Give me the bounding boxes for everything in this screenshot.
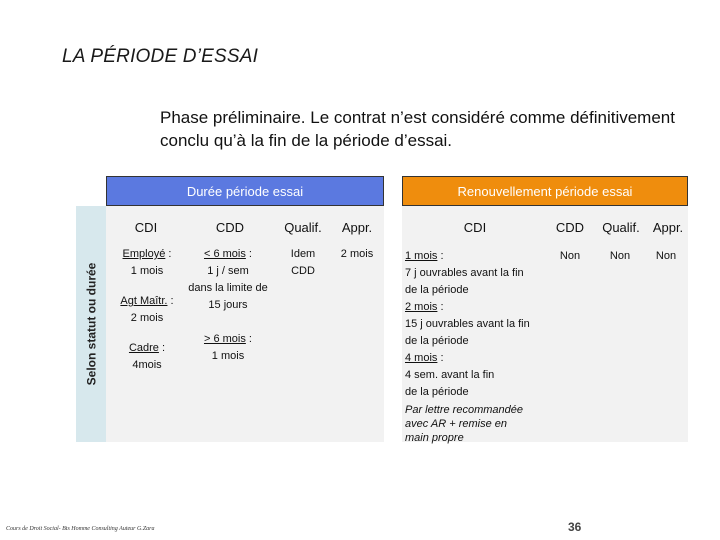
- col-header-cdd-left: CDD: [215, 220, 245, 235]
- appr-left-cell: 2 mois: [340, 248, 374, 260]
- intro-text: Phase préliminaire. Le contrat n’est considéré comme définitivement conclu qu’à la fin de la période d’essai.: [160, 108, 675, 150]
- side-label: Selon statut ou durée: [84, 262, 98, 386]
- page-number: 36: [568, 520, 582, 534]
- appr-right-cell: Non: [655, 250, 677, 262]
- cdi-left-cell: Employé : 1 mois Agt Maîtr. : 2 mois Cadre : 4mois: [120, 248, 174, 371]
- slide-title: LA PÉRIODE D’ESSAI: [62, 46, 259, 67]
- qualif-left-cell: Idem CDD: [290, 248, 316, 277]
- header-renouvellement: Renouvellement période essai: [402, 176, 688, 206]
- col-header-qualif-left: Qualif.: [284, 220, 322, 235]
- header-duree: Durée période essai: [106, 176, 384, 206]
- col-header-appr-right: Appr.: [652, 220, 684, 235]
- col-header-appr-left: Appr.: [341, 220, 373, 235]
- cdd-left-cell: < 6 mois : 1 j / sem dans la limite de 15 jours > 6 mois : 1 mois: [188, 248, 268, 362]
- col-header-qualif-right: Qualif.: [602, 220, 640, 235]
- footer-text: Cours de Droit Social- Bts Homme Consulting Auteur G.Zara: [6, 526, 155, 532]
- col-header-cdi-left: CDI: [134, 220, 158, 235]
- col-header-cdi-right: CDI: [463, 220, 487, 235]
- col-header-cdd-right: CDD: [555, 220, 585, 235]
- qualif-right-cell: Non: [609, 250, 631, 262]
- cdd-right-cell: Non: [559, 250, 581, 262]
- side-label-container: [76, 206, 106, 442]
- cdi-right-cell: 1 mois : 7 j ouvrables avant la fin de la période 2 mois : 15 j ouvrables avant la fin de la période 4 mois : 4 sem. avant la fin de la période Par lettre recommandée avec AR + remise en main propre: [405, 250, 530, 444]
